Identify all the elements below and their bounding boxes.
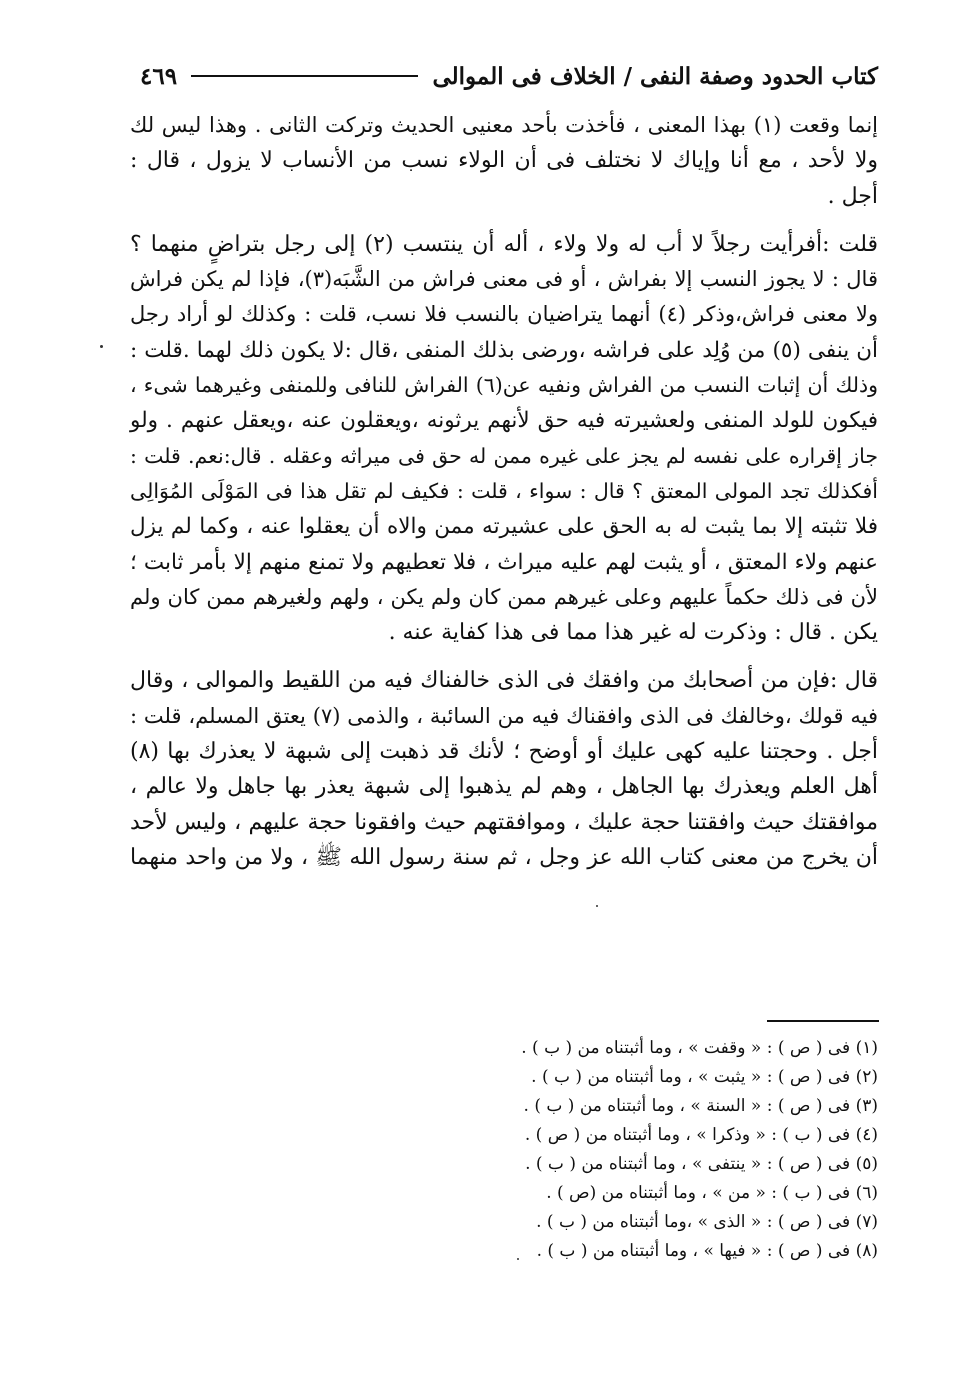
header-rule <box>191 75 418 77</box>
scan-speck <box>596 905 598 907</box>
page-header <box>140 58 878 94</box>
text-line: ولا لأحد ، مع أنا وإياك لا نختلف فى أن الولاء نسب من الأنساب لا يزول ، قال : <box>130 148 878 174</box>
text-line: وذلك أن إثبات النسب من الفراش ونفيه عن(٦) الفراش للنافى وللمنفى وغيرهما شىء ، <box>130 373 878 398</box>
text-line: موافقتك حيث وافقتنا حجة عليك ، وموافقتهم حيث وافقونا حجة عليهم ، وليس لأحد <box>130 809 878 835</box>
text-line: أجل . وحجتنا عليه كهى عليك أو أوضح ؛ لأنك قد ذهبت إلى شبهة لا يعذرك بها (٨) <box>130 739 878 765</box>
footnote: (٥) فى ( ص ) : « ينتفى » ، وما أثبتناه من ( ب ) . <box>525 1154 878 1174</box>
footnote: (٢) فى ( ص ) : « يثبت » ، وما أثبتناه من ( ب ) . <box>531 1067 878 1087</box>
paragraph-1 <box>130 108 878 214</box>
text-line: أن يخرج من معنى كتاب الله عز وجل ، ثم سنة رسول الله ﷺ ، ولا من واحد منهما <box>130 844 878 870</box>
text-line: يكن . قال : وذكرت له غير هذا مما فى هذا كفاية عنه . <box>388 620 878 646</box>
text-line: فيه قولك ،وخالفك فى الذى وافقناك فيه من السائبة ، والذمى (٧) يعتق المسلم، قلت : <box>130 703 878 728</box>
scan-speck <box>100 345 103 348</box>
text-line: فلا تثبته إلا بما يثبت له به الحق على عشيرته ممن والاه أن يعقلوا عنه ، وكما لم يزل <box>130 514 878 540</box>
running-title: كتاب الحدود وصفة النفى / الخلاف فى الموالى <box>432 62 878 90</box>
footnote: (١) فى ( ص ) : « وقفت » ، وما أثبتناه من ( ب ) . <box>521 1038 878 1058</box>
text-line: أن ينفى (٥) من وُلِد على فراشه ،ورضى بذلك المنفى ،قال :لا يكون ذلك لهما .قلت : <box>130 337 878 363</box>
footnote: (٦) فى ( ب ) : « من » ، وما أثبتناه من (ص ) . <box>546 1183 878 1203</box>
footnote: (٧) فى ( ص ) : « الذى » ،وما أثبتناه من ( ب ) . <box>536 1212 878 1232</box>
text-line: لأن فى ذلك حكماً عليهم وعلى غيرهم ممن كان ولم يكن ، ولهم ولغيرهم ممن كان ولم <box>130 584 878 609</box>
body-text <box>130 108 878 875</box>
text-line: جاز إقراره على نفسه لم يجز على غيره ممن له حق فى ميراثه وعقله . قال:نعم. قلت : <box>130 443 878 468</box>
footnote: (٤) فى ( ب ) : « وذكرا » ، وما أثبتناه من ( ص ) . <box>524 1125 878 1145</box>
footnote: (٨) فى ( ص ) : « فيها » ، وما أثبتناه من ( ب ) . <box>536 1241 878 1261</box>
paragraph-3 <box>130 663 878 875</box>
footnotes <box>480 1034 878 1266</box>
text-line: إنما وقعت (١) بهذا المعنى ، فأخذت بأحد معنيى الحديث وتركت الثانى . وهذا ليس لك <box>130 113 878 137</box>
text-line: ولا معنى فراش،وذكر (٤) أنهما يتراضيان بالنسب فلا نسب، قلت : وكذلك لو أراد رجل <box>130 302 878 327</box>
text-line: قلت :أفرأيت رجلاً لا أب له ولا ولاء ، أله أن ينتسب (٢) إلى رجل بتراضٍ منهما ؟ <box>130 231 879 257</box>
text-line: قال : لا يجوز النسب إلا بفراش ، أو فى معنى فراش من الشَّبَه(٣)، فإذا لم يكن فراش <box>130 267 878 292</box>
scan-speck <box>517 1258 519 1260</box>
text-line: أفكذلك تجد المولى المعتق ؟ قال : سواء ، قلت : فكيف لم تقل هذا فى المَوْلَى المُوَالِى <box>130 478 878 503</box>
page-number: ٤٦٩ <box>140 62 178 90</box>
text-line: قال :فإن من أصحابك من وافقك فى الذى خالفناك فيه من اللقيط والموالى ، وقال <box>130 668 878 694</box>
paragraph-2 <box>130 227 878 651</box>
text-line: أجل . <box>827 183 878 209</box>
text-line: فيكون للولد المنفى ولعشيرته فيه حق لأنهم يرثونه ،ويعقلون عنه ،ويعقل عنهم . ولو <box>130 408 878 434</box>
footnote-separator <box>767 1020 879 1022</box>
text-line: أهل العلم ويعذرك بها الجاهل ، وهم لم يذهبوا إلى شبهة يعذر بها جاهل ولا عالم ، <box>130 774 878 800</box>
footnote: (٣) فى ( ص ) : « السنة » ، وما أثبتناه من ( ب ) . <box>523 1096 878 1116</box>
text-line: عنهم ولاء المعتق ، أو يثبت لهم عليه ميراث ، فلا تعطيهم ولا تمنع منهم إلا بأمر ثابت ؛ <box>130 549 878 575</box>
